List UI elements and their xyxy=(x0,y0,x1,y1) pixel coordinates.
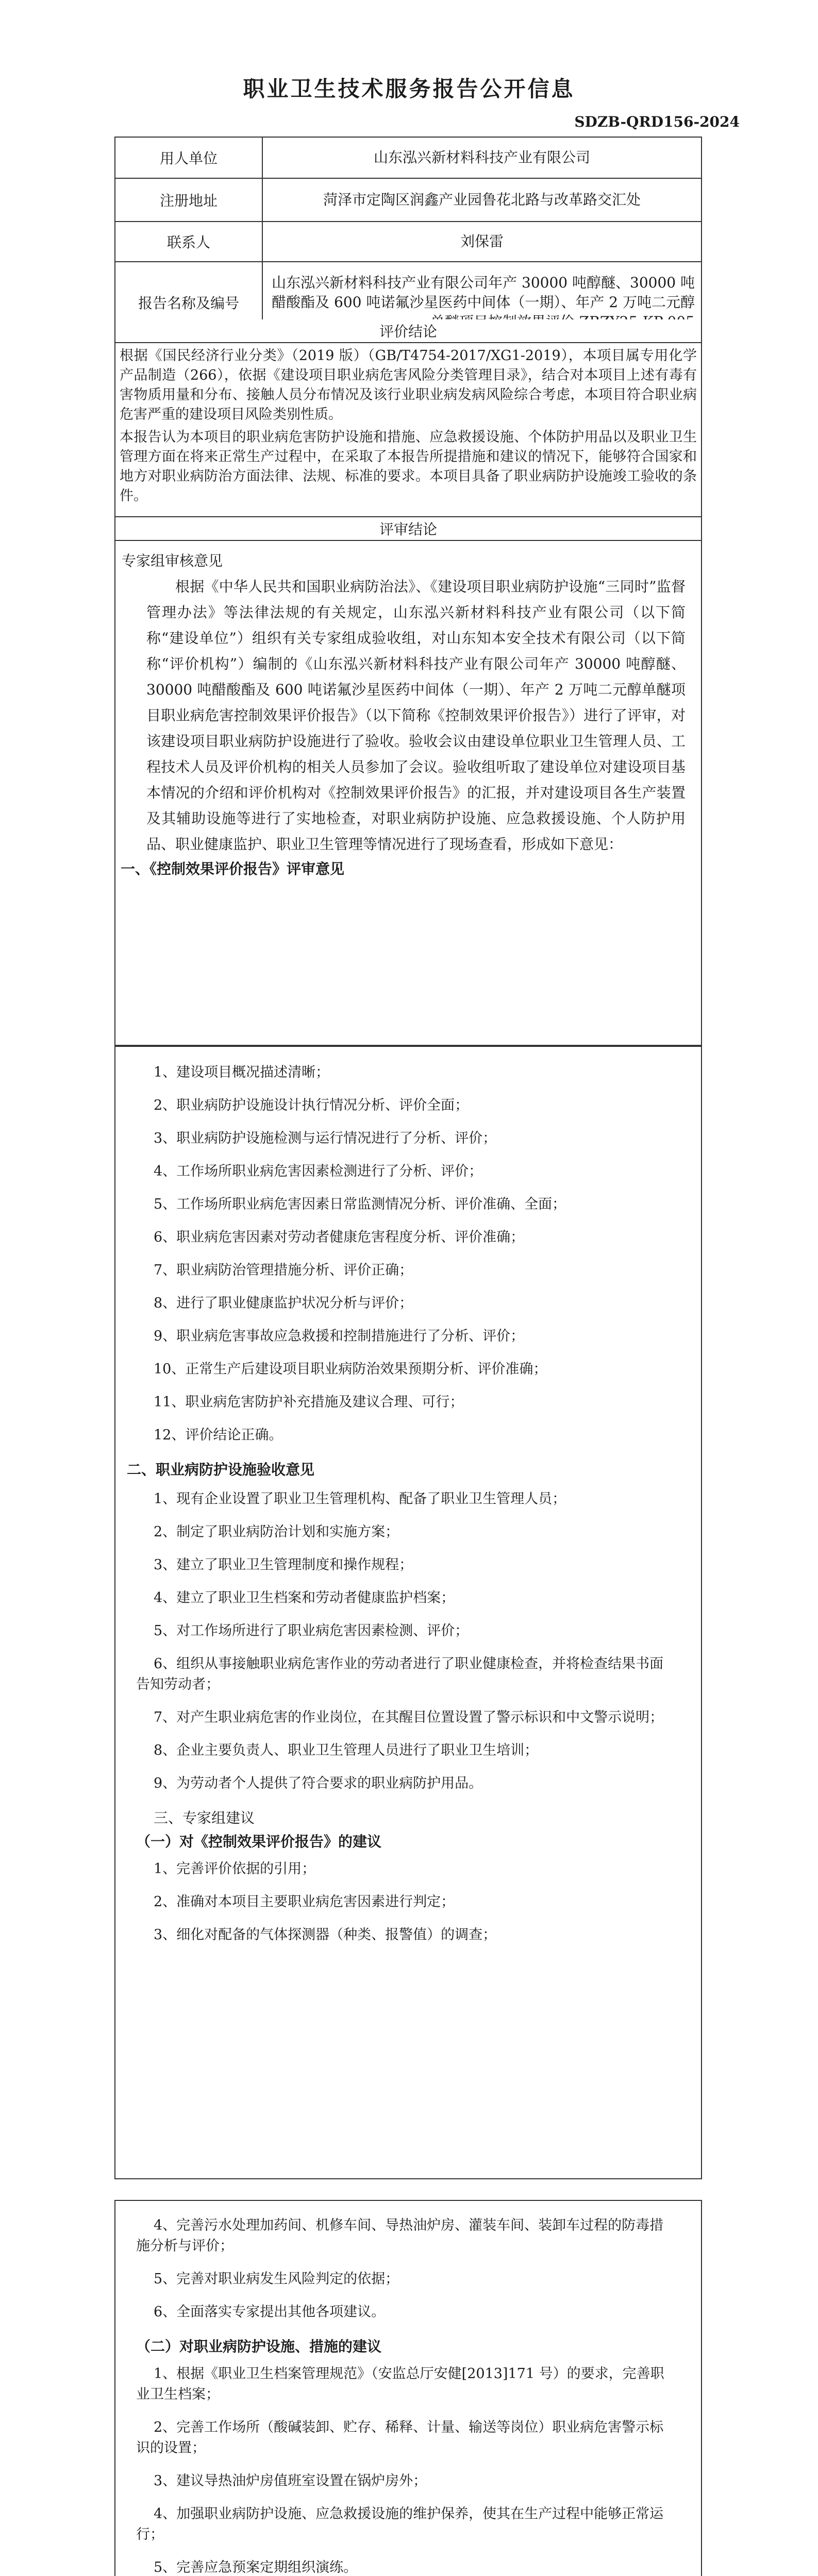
list-item: 8、进行了职业健康监护状况分析与评价； xyxy=(154,1295,413,1311)
list-item: 1、根据《职业卫生档案管理规范》（安监总厅安健[2013]171 号）的要求，完善职业卫生档案； xyxy=(136,2366,664,2402)
list-item: 12、评价结论正确。 xyxy=(154,1427,283,1443)
list-item: 2、制定了职业病防治计划和实施方案； xyxy=(154,1524,399,1540)
list-item: 6、职业病危害因素对劳动者健康危害程度分析、评价准确； xyxy=(154,1229,525,1245)
conclusion-section xyxy=(114,319,702,1046)
expert-opinion-title: 专家组审核意见 xyxy=(122,552,223,569)
section-1-title: 一、《控制效果评价报告》评审意见 xyxy=(121,860,345,877)
list-item: 9、为劳动者个人提供了符合要求的职业病防护用品。 xyxy=(154,1775,483,1791)
list-item: 11、职业病危害防护补充措施及建议合理、可行； xyxy=(154,1394,464,1410)
info-table xyxy=(114,137,702,344)
list-item: 5、完善对职业病发生风险判定的依据； xyxy=(154,2271,399,2287)
list-item: 10、正常生产后建设项目职业病防治效果预期分析、评价准确； xyxy=(154,1361,547,1377)
list-item: 7、对产生职业病危害的作业岗位，在其醒目位置设置了警示标识和中文警示说明； xyxy=(154,1709,664,1725)
address-label: 注册地址 xyxy=(115,178,262,222)
report-review-list xyxy=(115,1047,701,1446)
list-item: 4、建立了职业卫生档案和劳动者健康监护档案； xyxy=(154,1590,455,1606)
evaluation-heading: 评价结论 xyxy=(115,319,701,343)
report-suggestions-list-cont xyxy=(115,2201,701,2323)
list-item: 1、完善评价依据的引用； xyxy=(154,1861,316,1877)
evaluation-paragraph-2: 本报告认为本项目的职业病危害防护设施和措施、应急救援设施、个体防护用品以及职业卫生管理方面在将来正常生产过程中，在采取了本报告所提措施和建议的情况下，能够符合国家和地方对职业病防治方面法律、法规、标准的要求。本项目具备了职业病防护设施竣工验收的条件。 xyxy=(120,429,697,504)
suggestions-section xyxy=(114,2200,702,2576)
list-item: 1、建设项目概况描述清晰； xyxy=(154,1064,330,1080)
employer-value: 山东泓兴新材料科技产业有限公司 xyxy=(262,137,702,178)
list-item: 4、完善污水处理加药间、机修车间、导热油炉房、灌装车间、装卸车过程的防毒措施分析与评价； xyxy=(136,2217,664,2254)
list-item: 9、职业病危害事故应急救援和控制措施进行了分析、评价； xyxy=(154,1328,525,1344)
section-3-subtitle-1: （一）对《控制效果评价报告》的建议 xyxy=(136,1833,382,1850)
list-item: 3、细化对配备的气体探测器（种类、报警值）的调查； xyxy=(154,1927,497,1943)
review-heading: 评审结论 xyxy=(115,516,701,541)
table-row xyxy=(115,178,702,222)
list-item: 6、组织从事接触职业病危害作业的劳动者进行了职业健康检查，并将检查结果书面告知劳动者； xyxy=(136,1656,664,1692)
report-name-label: 报告名称及编号 xyxy=(115,262,262,343)
list-item: 5、工作场所职业病危害因素日常监测情况分析、评价准确、全面； xyxy=(154,1196,566,1212)
document-code: SDZB-QRD156-2024 xyxy=(574,113,740,130)
contact-label: 联系人 xyxy=(115,222,262,262)
evaluation-paragraph-1: 根据《国民经济行业分类》（2019 版）（GB/T4754-2017/XG1-2019），本项目属专用化学产品制造（266），依据《建设项目职业病危害风险分类管理目录》，结合对本项目上述有毒有害物质用量和分布、接触人员分布情况及该行业职业病发病风险综合考虑，本项目符合职业病危害严重的建设项目风险类别性质。 xyxy=(120,348,697,422)
list-item: 5、完善应急预案定期组织演练。 xyxy=(154,2560,358,2575)
report-name-value: 山东泓兴新材料科技产业有限公司年产 30000 吨醇醚、30000 吨醋酸酯及 600 吨诺氟沙星医药中间体（一期）、年产 2 万吨二元醇 xyxy=(262,262,702,343)
list-item: 5、对工作场所进行了职业病危害因素检测、评价； xyxy=(154,1623,469,1639)
list-item: 8、企业主要负责人、职业卫生管理人员进行了职业卫生培训； xyxy=(154,1742,539,1758)
list-item: 3、职业病防护设施检测与运行情况进行了分析、评价； xyxy=(154,1130,497,1146)
list-item: 7、职业病防治管理措施分析、评价正确； xyxy=(154,1262,413,1278)
expert-opinion-text: 根据《中华人民共和国职业病防治法》、《建设项目职业病防护设施“三同时”监督管理办法》等法律法规的有关规定，山东泓兴新材料科技产业有限公司（以下简称“建设单位”）组织有关专家组成验收组，对山东知本安全技术有限公司（以下简称“评价机构”）编制的《山东泓兴新材料科技产业有限公司年产 30000 吨醇醚、30000 吨醋酸酯及 600 吨诺氟沙星医药中间体（一期）、年产 2 万吨二元醇单醚项目职业病危害控制效果评价报告》（以下简称《控制效果评价报告》）进行了评审，对该建设项目职业病防护设施进行了验收。验收会议由建设单位职业卫生管理人员、工程技术人员及评价机构的相关人员参加了会议。验收组听取了建设单位对建设项目基本情况的介绍和评价机构对《控制效果评价报告》的汇报，并对建设项目各生产装置及其辅助设施等进行了实地检查，对职业病防护设施、应急救援设施、个人防护用品、职业健康监护、职业卫生管理等情况进行了现场查看，形成如下意见： xyxy=(146,578,686,853)
list-item: 2、职业病防护设施设计执行情况分析、评价全面； xyxy=(154,1097,469,1113)
facility-suggestions-list xyxy=(115,2364,701,2576)
acceptance-list xyxy=(115,1489,701,1794)
expert-opinion-block xyxy=(115,541,701,884)
list-item: 2、准确对本项目主要职业病危害因素进行判定； xyxy=(154,1894,455,1910)
section-3-title: 三、专家组建议 xyxy=(154,1809,255,1826)
list-item: 3、建立了职业卫生管理制度和操作规程； xyxy=(154,1557,413,1573)
employer-label: 用人单位 xyxy=(115,137,262,178)
list-item: 1、现有企业设置了职业卫生管理机构、配备了职业卫生管理人员； xyxy=(154,1491,566,1507)
list-item: 6、全面落实专家提出其他各项建议。 xyxy=(154,2304,386,2320)
table-row xyxy=(115,222,702,262)
list-item: 4、工作场所职业病危害因素检测进行了分析、评价； xyxy=(154,1163,483,1179)
list-item: 4、加强职业病防护设施、应急救援设施的维护保养，使其在生产过程中能够正常运行； xyxy=(136,2506,664,2543)
list-item: 3、建议导热油炉房值班室设置在锅炉房外； xyxy=(154,2473,427,2489)
report-suggestions-list xyxy=(115,1859,701,1945)
opinions-section xyxy=(114,1046,702,2179)
table-row xyxy=(115,137,702,178)
contact-value: 刘保雷 xyxy=(262,222,702,262)
address-value: 菏泽市定陶区润鑫产业园鲁花北路与改革路交汇处 xyxy=(262,178,702,222)
list-item: 2、完善工作场所（酸碱装卸、贮存、稀释、计量、输送等岗位）职业病危害警示标识的设置； xyxy=(136,2419,664,2456)
section-3-subtitle-2: （二）对职业病防护设施、措施的建议 xyxy=(136,2338,382,2355)
section-2-title: 二、职业病防护设施验收意见 xyxy=(127,1461,315,1478)
page-title: 职业卫生技术服务报告公开信息 xyxy=(243,76,575,101)
